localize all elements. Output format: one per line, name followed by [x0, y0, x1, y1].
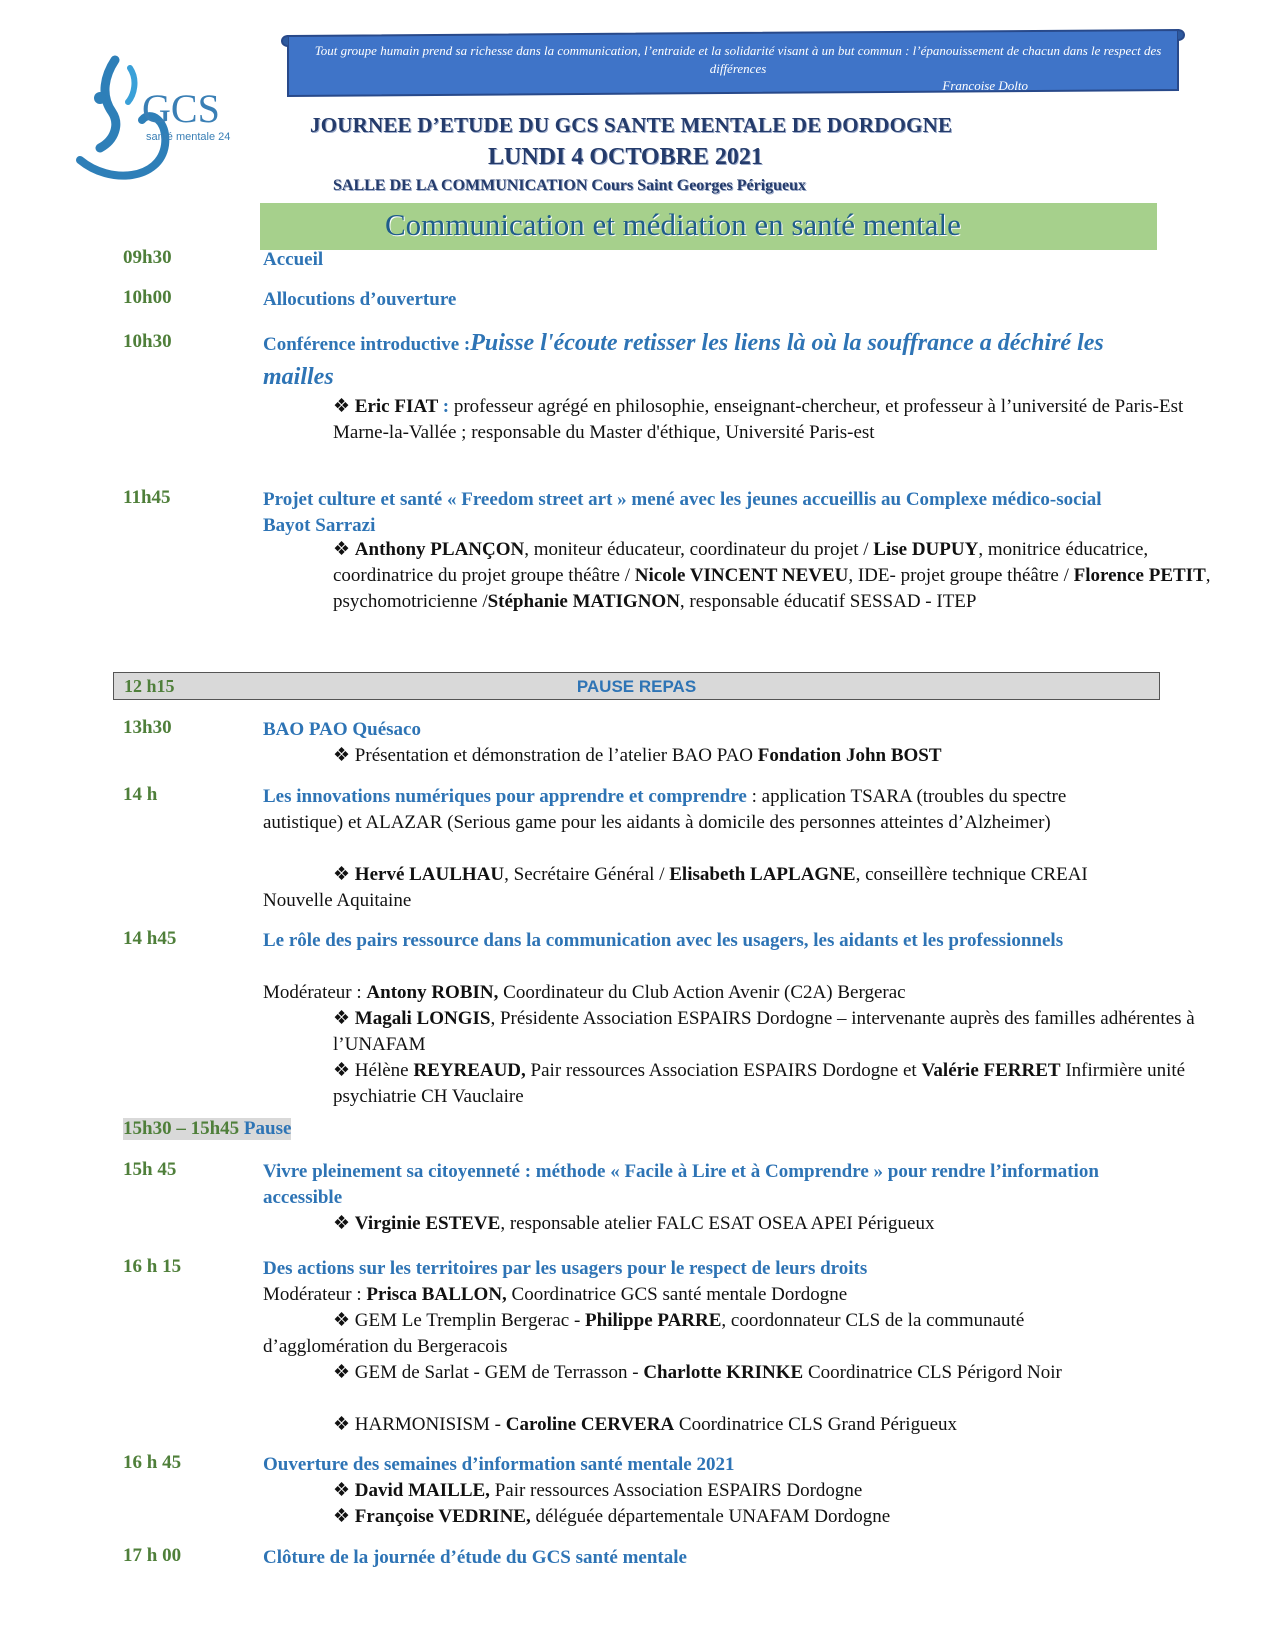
short-break [123, 1118, 291, 1140]
speaker-name: Nicole VINCENT NEVEU [634, 565, 849, 586]
speaker-name: Philippe PARRE [585, 1310, 722, 1331]
bullet-icon: ❖ [333, 864, 351, 885]
speaker-name: Eric FIAT [354, 396, 439, 417]
bullet-icon: ❖ [333, 1362, 351, 1383]
speaker-desc: , responsable éducatif SESSAD - ITEP [679, 591, 977, 612]
session-title: Le rôle des pairs ressource dans la communication avec les usagers, les aidants et les professionnels [263, 930, 1064, 951]
break-time: 12 h15 [124, 676, 175, 696]
bullet-icon: ❖ [333, 1414, 351, 1435]
event-venue: SALLE DE LA COMMUNICATION Cours Saint Georges Périgueux [333, 177, 807, 194]
speaker-desc: , monitrice éducatrice, coordinatrice du projet groupe théâtre / [333, 539, 1149, 586]
speaker-name: Caroline CERVERA [505, 1414, 675, 1435]
conference-subtitle: Puisse l'écoute retisser les liens là où la souffrance a déchiré les mailles [263, 330, 1104, 390]
speaker-name: REYREAUD, [413, 1060, 526, 1081]
speaker-line [263, 1412, 1213, 1438]
quote-text: Tout groupe humain prend sa richesse dans la communication, l’entraide et la solidarité visant à un but commun : l’épanouissement de chacun dans le respect des différences [314, 43, 1162, 76]
bullet-icon: ❖ [333, 1213, 351, 1234]
session-time: 13h30 [123, 717, 172, 738]
speaker-desc: Coordinatrice CLS Périgord Noir [803, 1362, 1062, 1383]
speaker-name: Anthony PLANÇON [354, 539, 525, 560]
speaker-line [263, 394, 1213, 446]
speaker-name: Florence PETIT [1073, 565, 1206, 586]
speaker-name: Elisabeth LAPLAGNE [669, 864, 856, 885]
session-title [263, 327, 1143, 395]
bullet-icon: ❖ [333, 539, 351, 560]
event-date: LUNDI 4 OCTOBRE 2021 [488, 144, 763, 170]
bullet-icon: ❖ [333, 1310, 351, 1331]
speaker-prefix: GEM Le Tremplin Bergerac - [354, 1310, 586, 1331]
speaker-desc: , responsable atelier FALC ESAT OSEA APEI Périgueux [500, 1213, 935, 1234]
bullet-icon: ❖ [333, 745, 351, 766]
session-title: Projet culture et santé « Freedom street art » mené avec les jeunes accueillis au Complexe médico-social Bayot Sarrazi [263, 489, 1102, 536]
speaker-line [263, 1504, 1213, 1530]
moderator-label: Modérateur : [263, 1284, 367, 1305]
speaker-name: Valérie FERRET [921, 1060, 1061, 1081]
logo-subtext: santé mentale 24 [146, 131, 231, 143]
session-desc: : application TSARA (troubles du spectre autistique) et ALAZAR (Serious game pour les aidants à domicile des personnes atteintes d’Alzheimer) [263, 786, 1067, 833]
speaker-line [263, 1360, 1143, 1386]
session-title: Clôture de la journée d’étude du GCS santé mentale [263, 1547, 687, 1568]
speaker-name: Magali LONGIS [354, 1008, 491, 1029]
speaker-desc: , coordonnateur CLS de la communauté d’agglomération du Bergeracois [263, 1310, 1025, 1357]
speaker-line [263, 537, 1213, 615]
session-title: Accueil [263, 249, 324, 270]
session-title-text: Les innovations numériques pour apprendre et comprendre [263, 786, 747, 807]
session-title [263, 784, 1143, 836]
session-time: 15h 45 [123, 1159, 177, 1180]
session-title-text: Conférence introductive : [263, 334, 471, 355]
bullet-icon: ❖ [333, 396, 351, 417]
moderator-line [263, 980, 1143, 1006]
session-title: BAO PAO Quésaco [263, 719, 421, 740]
bullet-icon: ❖ [333, 1480, 351, 1501]
speaker-name: Charlotte KRINKE [643, 1362, 804, 1383]
speaker-name: Stéphanie MATIGNON [487, 591, 680, 612]
break-label: PAUSE REPAS [576, 677, 697, 696]
speaker-desc: , Présidente Association ESPAIRS Dordogne – intervenante auprès des familles adhérentes à l’UNAFAM [333, 1008, 1195, 1055]
speaker-desc: , IDE- projet groupe théâtre / [848, 565, 1074, 586]
moderator-desc: Coordinatrice GCS santé mentale Dordogne [506, 1284, 848, 1305]
speaker-desc: Infirmière unité psychiatrie CH Vauclaire [333, 1060, 1186, 1107]
speaker-desc: , psychomotricienne / [333, 565, 1211, 612]
speaker-desc: déléguée départementale UNAFAM Dordogne [530, 1506, 891, 1527]
event-title: JOURNEE D’ETUDE DU GCS SANTE MENTALE DE DORDOGNE [310, 113, 953, 137]
speaker-line [263, 1308, 1143, 1360]
session-time: 14 h [123, 784, 158, 805]
meal-break-bar [113, 672, 1160, 700]
speaker-line [263, 1006, 1213, 1058]
session-time: 16 h 15 [123, 1256, 182, 1277]
session-time: 09h30 [123, 247, 172, 268]
speaker-name: Hervé LAULHAU [354, 864, 505, 885]
speaker-desc: , Secrétaire Général / [504, 864, 670, 885]
session-title: Vivre pleinement sa citoyenneté : méthode « Facile à Lire et à Comprendre » pour rendre l’information accessible [263, 1161, 1099, 1208]
speaker-prefix: HARMONISISM - [354, 1414, 506, 1435]
quote-banner [278, 28, 1188, 100]
logo-text: GCS [142, 86, 220, 131]
speaker-line [263, 1478, 1213, 1504]
speaker-desc: Présentation et démonstration de l’atelier BAO PAO [354, 745, 758, 766]
bullet-icon: ❖ [333, 1060, 351, 1081]
session-time: 10h30 [123, 331, 172, 352]
moderator-name: Prisca BALLON, [366, 1284, 507, 1305]
moderator-label: Modérateur : [263, 982, 367, 1003]
moderator-line [263, 1282, 1143, 1308]
speaker-prefix: GEM de Sarlat - GEM de Terrasson - [354, 1362, 644, 1383]
speaker-desc: Pair ressources Association ESPAIRS Dordogne [489, 1480, 863, 1501]
speaker-desc: Pair ressources Association ESPAIRS Dordogne et [525, 1060, 922, 1081]
session-time: 14 h45 [123, 928, 177, 949]
session-title: Ouverture des semaines d’information santé mentale 2021 [263, 1454, 735, 1475]
speaker-line [263, 743, 1213, 769]
session-title: Allocutions d’ouverture [263, 289, 457, 310]
bullet-icon: ❖ [333, 1008, 351, 1029]
speaker-name: David MAILLE, [354, 1480, 490, 1501]
speaker-desc: , moniteur éducateur, coordinateur du projet / [524, 539, 874, 560]
speaker-line [263, 862, 1143, 914]
gcs-logo [70, 40, 250, 190]
moderator-desc: Coordinateur du Club Action Avenir (C2A) Bergerac [498, 982, 906, 1003]
session-time: 11h45 [123, 487, 171, 508]
moderator-name: Antony ROBIN, [366, 982, 499, 1003]
speaker-name: Virginie ESTEVE [354, 1213, 501, 1234]
theme-title: Communication et médiation en santé mentale [385, 207, 961, 242]
speaker-prefix: Hélène [354, 1060, 414, 1081]
speaker-desc: Coordinatrice CLS Grand Périgueux [674, 1414, 958, 1435]
bullet-icon: ❖ [333, 1506, 351, 1527]
speaker-desc: , conseillère technique CREAI Nouvelle Aquitaine [263, 864, 1088, 911]
speaker-name: Fondation John BOST [757, 745, 942, 766]
theme-banner [260, 203, 1157, 250]
speaker-name: Françoise VEDRINE, [354, 1506, 531, 1527]
session-title: Des actions sur les territoires par les usagers pour le respect de leurs droits [263, 1258, 868, 1279]
session-time: 16 h 45 [123, 1452, 182, 1473]
quote-author: Francoise Dolto [942, 78, 1028, 93]
session-time: 10h00 [123, 287, 172, 308]
break-time: 15h30 – 15h45 [123, 1118, 240, 1139]
speaker-name: Lise DUPUY [873, 539, 979, 560]
speaker-line [263, 1211, 1213, 1237]
speaker-line [263, 1058, 1213, 1110]
break-label: Pause [239, 1118, 292, 1139]
speaker-desc: professeur agrégé en philosophie, enseignant-chercheur, et professeur à l’université de Paris-Est Marne-la-Vallée ; responsable du Master d'éthique, Université Paris-est [333, 396, 1184, 443]
speaker-sep: : [438, 396, 450, 417]
session-time: 17 h 00 [123, 1545, 182, 1566]
